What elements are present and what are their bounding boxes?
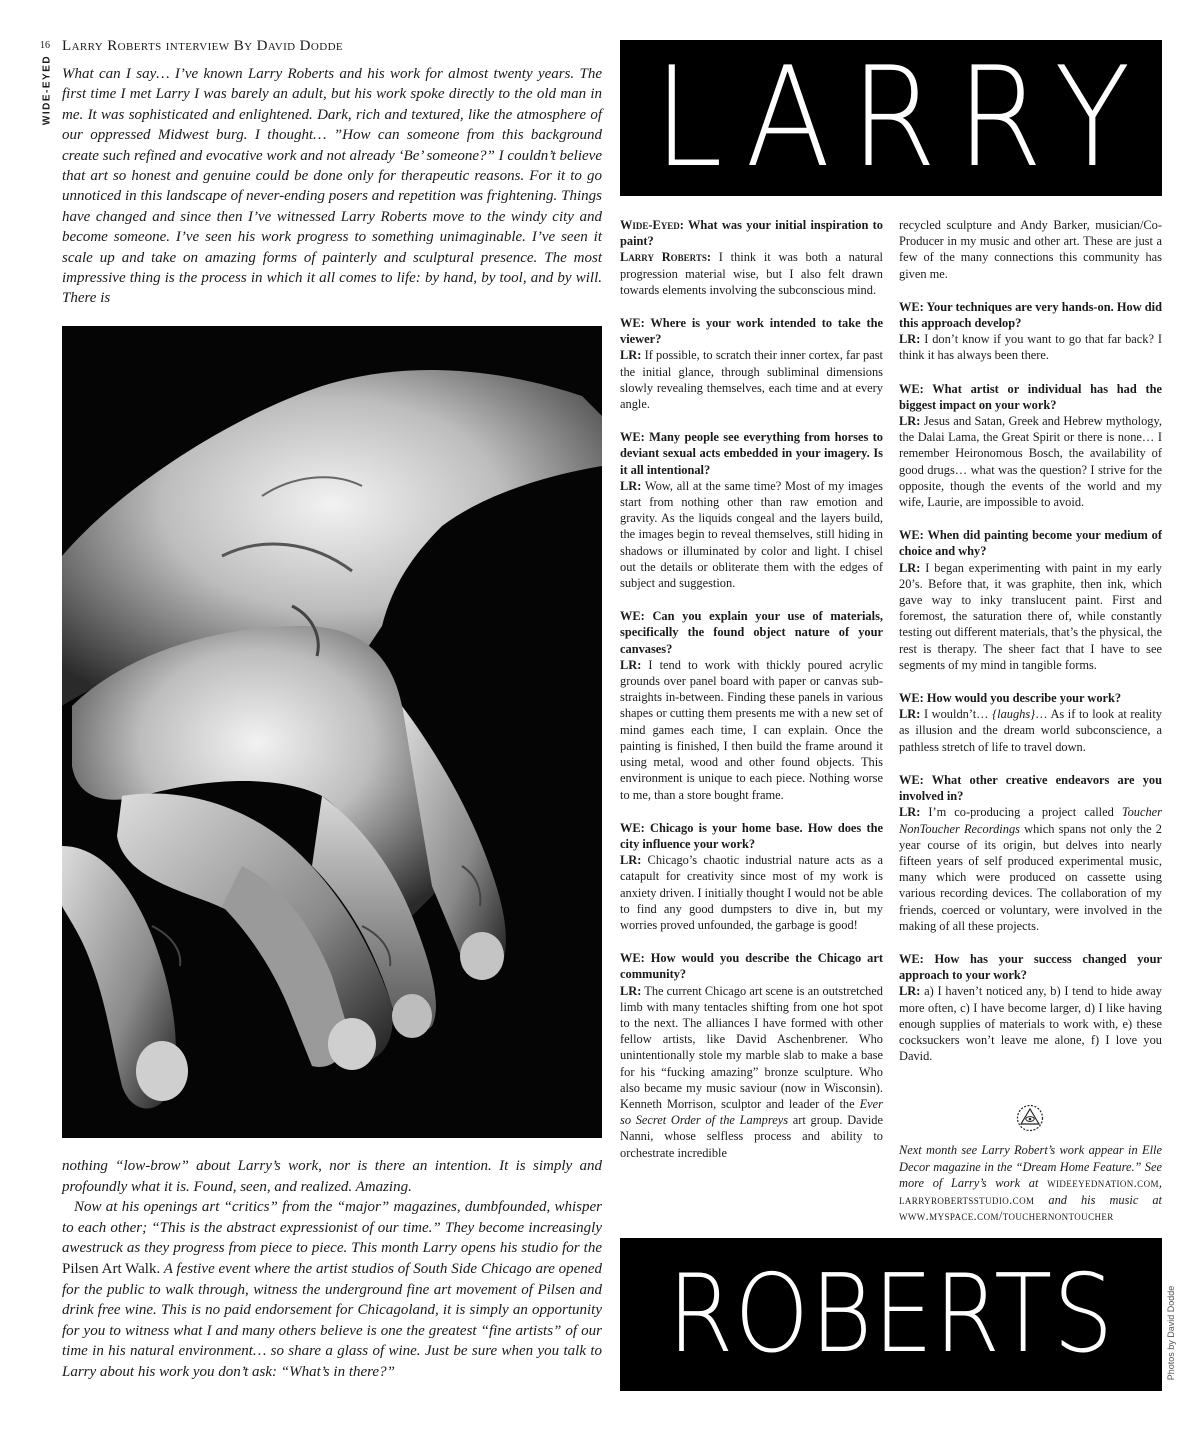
footnote: [899, 1142, 1162, 1225]
answer-text: art group. Davide Nanni, whose selfless process and ability to orchestrate incredible: [620, 1113, 883, 1160]
hands-photo-image: [62, 326, 602, 1138]
page-number: 16: [40, 40, 50, 51]
outro-p2-start: Now at his openings art “critics” from the “major” magazines, dumbfounded, whisper to each other; “This is the abstract expressionist of our time.” They become increasingly awestruck as they progress from piece to piece. This month Larry opens his studio for the: [62, 1199, 602, 1257]
lr-label: LR:: [620, 983, 642, 998]
title-block-bottom: [620, 1238, 1162, 1391]
title-last-name: ROBERTS: [667, 1251, 1115, 1377]
answer: [620, 249, 883, 298]
byline: Larry Roberts interview By David Dodde: [62, 38, 344, 54]
lr-label: LR:: [620, 853, 642, 868]
laughs-aside: {laughs}: [992, 707, 1036, 722]
title-first-name: LARRY: [653, 40, 1151, 196]
interviewer-label: Wide-Eyed:: [620, 218, 684, 232]
answer-text: The current Chicago art scene is an outstretched limb with many tentacles shifting from one hot spot to the next. The alliances I have formed with other fellow artists, like David Aschenbrener. Who unintentionally stole my marble slab to make a base for his “fucking amazing” bronze sculpture. Who also became my music saviour (now in Wisconsin). Kenneth Morrison, sculptor and leader of the: [620, 983, 883, 1111]
question: WE: What other creative endeavors are you involved in?: [899, 772, 1162, 804]
answer: [899, 560, 1162, 673]
lr-label: LR:: [620, 348, 642, 363]
masthead-vertical: [38, 54, 56, 126]
answer: [620, 478, 883, 591]
lr-label: LR:: [899, 560, 921, 575]
outro-paragraph-2: [62, 1197, 602, 1382]
interviewee-label: Larry Roberts:: [620, 250, 711, 265]
answer-text: which spans not only the 2 year course of its origin, but delves into nearly fifteen years of self produced experimental music, many which were produced on cassette using various recording devices. The collaboration of my friends, coerced or voluntary, were involved in the making of all these projects.: [899, 821, 1162, 933]
answer-text: Chicago’s chaotic industrial nature acts as a catapult for creativity since most of my work is anxiety driven. I initially thought I would not be able to find any good dumpsters to dive in, but my worries proved unfounded, the garbage is good!: [620, 853, 883, 932]
answer-text: I think it was both a natural progression material wise, but I also felt drawn towards elements involving the subconscious mind.: [620, 250, 883, 297]
question-text: What was your initial inspiration to paint?: [620, 218, 883, 249]
question: WE: Can you explain your use of materials, specifically the found object nature of your canvases?: [620, 609, 883, 656]
intro-paragraph: What can I say… I’ve known Larry Roberts and his work for almost twenty years. The first time I met Larry I was barely an adult, but his work spoke directly to the old man in me. It was sophisticated and enlightened. Dark, rich and textured, like the atmosphere of our oppressed Midwest burg. I thought… ”How can someone from this background create such refined and evocative work and not already ‘Be’ someone?” I couldn’t believe that art so honest and genuine could be done only for therapeutic reasons. For it to go unnoticed in this landscape of never-ending posers and repetition was frightening. Things have changed and since then I’ve witnessed Larry Roberts move to the windy city and become someone. I’ve seen his work progress to something unimaginable. I’ve seen it scale up and take on amazing forms of painterly and sculptural presence. The most impressive thing is the process in which it all comes to life: by hand, by tool, and by will. There is: [62, 66, 602, 307]
answer-text: I wouldn’t…: [920, 707, 993, 722]
answer: [899, 983, 1162, 1064]
answer-text: Jesus and Satan, Greek and Hebrew mythology, the Dalai Lama, the Great Spirit or there is none… I remember Heironomous Bosch, the availability of good drugs… what was the question? I strive for the opposite, though the events of the world and my wife, Laurie, are impossible to avoid.: [899, 414, 1162, 510]
answer: [899, 706, 1162, 755]
answer-text: I’m co-producing a project called: [920, 805, 1122, 820]
footnote-text: ,: [1158, 1176, 1162, 1191]
answer: [899, 804, 1162, 934]
lr-label: LR:: [899, 414, 921, 429]
masthead-text: WIDE-EYED: [41, 54, 53, 126]
myspace-link[interactable]: www.myspace.com/touchernontoucher: [899, 1209, 1114, 1224]
answer: [620, 657, 883, 803]
answer: [899, 413, 1162, 510]
question: [620, 217, 883, 249]
hands-photo: [62, 326, 602, 1138]
lr-label: LR:: [620, 657, 642, 672]
answer: [620, 347, 883, 412]
answer-continued: recycled sculpture and Andy Barker, musician/Co- Producer in my music and other art. These are just a few of the many connections this community has given me.: [899, 218, 1162, 281]
question: WE: How would you describe your work?: [899, 691, 1122, 706]
footnote-text: and his music at: [1034, 1192, 1162, 1207]
photo-credit-text: Photos by David Dodde: [1166, 1285, 1176, 1381]
outro-paragraph-1: nothing “low-brow” about Larry’s work, nor is there an intention. It is simply and profoundly what it is. Found, seen, and realized. Amazing.: [62, 1158, 602, 1195]
interview-column-1: [620, 217, 883, 1227]
answer-text: I tend to work with thickly poured acrylic grounds over panel board with paper or canvas sub-straights in-between. Finding these panels in various shapes or cutting them presents me with a new set of mind games each time, I can explain. Once the painting is finished, I then build the frame around it using metal, wood and other found objects. This environment is unique to each piece. Nothing worse to me, than a store bought frame.: [620, 657, 883, 802]
interview-column-2: [899, 217, 1162, 1227]
answer: [899, 331, 1162, 363]
group-name: Ever so Secret Order of the Lampreys: [620, 1096, 883, 1128]
answer: [620, 852, 883, 933]
eye-triangle-icon: [1016, 1104, 1044, 1132]
answer-text: If possible, to scratch their inner cortex, far past the initial glance, through subliminal dimensions slowly revealing themselves, each time and at every angle.: [620, 348, 883, 412]
question: WE: Where is your work intended to take the viewer?: [620, 316, 883, 347]
answer-text: Wow, all at the same time? Most of my images start from nothing other than raw emotion and gravity. As the liquids congeal and the layers build, the images begin to reveal themselves, still hiding in shadows or illuminated by color and light. I chisel out the details or obliterate them with the edges of subject and suggestion.: [620, 478, 883, 591]
question: WE: When did painting become your medium of choice and why?: [899, 528, 1162, 559]
outro-p2-end: A festive event where the artist studios of South Side Chicago are opened for the public to walk through, witness the underground fine art movement of Pilsen and drink free wine. This is no paid endorsement for Chicagoland, it is simply an opportunity for you to witness what I and many others believe is one the greatest “fine artists” of our time in his natural environment… so share a glass of wine. Just be sure when you talk to Larry about his work you don’t ask: “What’s in there?”: [62, 1260, 602, 1380]
lr-label: LR:: [899, 707, 921, 722]
answer-text: a) I haven’t noticed any, b) I tend to hide away more often, c) I have become larger, d) I like having enough supplies of materials to work with, e) these cocksuckers won’t leave me alone, f) I love you David.: [899, 984, 1162, 1064]
question: WE: How would you describe the Chicago art community?: [620, 951, 883, 982]
answer: [620, 983, 883, 1161]
project-name: Toucher NonToucher Recordings: [899, 805, 1162, 836]
footnote-text: Next month see Larry Robert’s work appear in Elle Decor magazine in the “Dream Home Feature.” See more of Larry’s work at: [899, 1143, 1162, 1191]
website-link[interactable]: wideeyednation.com: [1047, 1176, 1159, 1191]
lr-label: LR:: [899, 332, 921, 347]
answer-text: I began experimenting with paint in my early 20’s. Before that, it was graphite, then ink, which gave way to inky translucent paint. First and foremost, the saturation there of, while constantly testing out different materials, that’s the physical, the rest is therapy. The sheer fact that I have to see segments of my mind in tangible forms.: [899, 560, 1162, 672]
lr-label: LR:: [899, 805, 921, 820]
lr-label: LR:: [620, 478, 642, 493]
question: WE: Many people see everything from horses to deviant sexual acts embedded in your imagery. Is it all intentional?: [620, 430, 883, 477]
answer-text: I don’t know if you want to go that far back? I think it has always been there.: [899, 332, 1162, 363]
question: WE: Chicago is your home base. How does the city influence your work?: [620, 820, 883, 851]
photo-credit: [1164, 1274, 1178, 1392]
outro-text: [62, 1156, 602, 1383]
studio-link[interactable]: larryrobertsstudio.com: [899, 1192, 1035, 1207]
question: WE: Your techniques are very hands-on. How did this approach develop?: [899, 299, 1162, 331]
question: WE: How has your success changed your approach to your work?: [899, 951, 1162, 983]
answer-text: … As if to look at reality as illusion and the dream world subconscience, a pathless stretch of life to travel down.: [899, 707, 1162, 754]
question: WE: What artist or individual has had the biggest impact on your work?: [899, 381, 1162, 412]
title-block-top: [620, 40, 1162, 196]
event-name: Pilsen Art Walk.: [62, 1260, 161, 1277]
lr-label: LR:: [899, 984, 921, 999]
